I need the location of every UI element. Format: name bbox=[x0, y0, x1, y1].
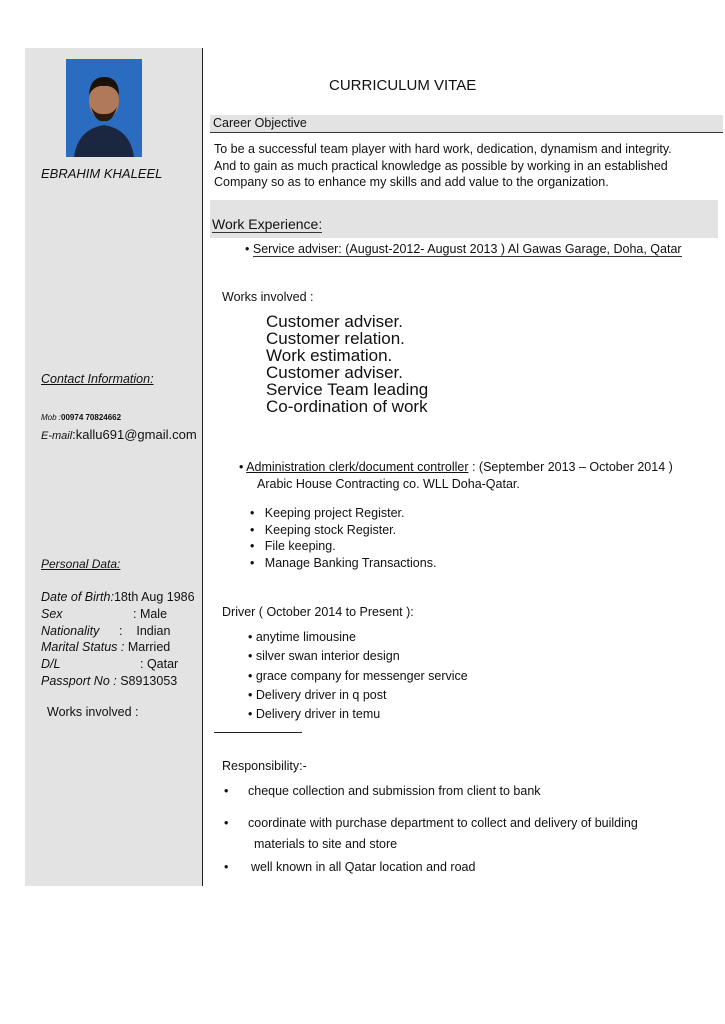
personal-row: Date of Birth:18th Aug 1986 bbox=[41, 590, 195, 604]
personal-data bbox=[41, 589, 195, 690]
duty: Work estimation. bbox=[266, 346, 393, 365]
duty: Customer relation. bbox=[266, 329, 405, 348]
candidate-name: EBRAHIM KHALEEL bbox=[41, 166, 163, 181]
divider bbox=[202, 48, 203, 886]
mobile-value: 00974 70824662 bbox=[61, 413, 122, 422]
duty: • File keeping. bbox=[250, 539, 336, 554]
duty: • Keeping project Register. bbox=[250, 506, 405, 520]
profile-photo bbox=[66, 59, 142, 157]
responsibility: • cheque collection and submission from client to bank bbox=[224, 784, 541, 798]
duty: Service Team leading bbox=[266, 380, 429, 399]
email bbox=[41, 427, 197, 442]
page-title: CURRICULUM VITAE bbox=[329, 77, 477, 94]
duty: • Delivery driver in q post bbox=[248, 687, 387, 702]
job-1-duties bbox=[266, 313, 428, 415]
personal-row: Marital Status : Married bbox=[41, 640, 171, 655]
mobile-label: Mob : bbox=[41, 413, 62, 422]
job-2-duties bbox=[250, 505, 436, 572]
duty: • anytime limousine bbox=[248, 630, 356, 644]
job-2-dates: : (September 2013 – October 2014 ) bbox=[468, 460, 673, 474]
job-2-title: Administration clerk/document controller bbox=[246, 460, 469, 474]
contact-heading: Contact Information: bbox=[41, 372, 154, 386]
duty: Customer adviser. bbox=[266, 363, 403, 382]
sidebar-works-involved: Works involved : bbox=[47, 705, 139, 719]
work-heading: Work Experience: bbox=[212, 216, 323, 232]
personal-heading: Personal Data: bbox=[41, 557, 121, 571]
duty: • silver swan interior design bbox=[248, 649, 400, 664]
mobile bbox=[41, 413, 121, 422]
personal-row: Sex : Male bbox=[41, 606, 168, 621]
separator-line bbox=[214, 732, 302, 733]
personal-row: Passport No : S8913053 bbox=[41, 673, 178, 688]
duty: Customer adviser. bbox=[266, 312, 403, 331]
job-3-title: Driver ( October 2014 to Present ): bbox=[222, 605, 414, 619]
email-value[interactable]: :kallu691@gmail.com bbox=[72, 427, 197, 442]
duty: • Delivery driver in temu bbox=[248, 707, 381, 722]
duty: Co-ordination of work bbox=[266, 397, 428, 416]
responsibility: • well known in all Qatar location and road bbox=[224, 860, 476, 874]
personal-row: Nationality : Indian bbox=[41, 623, 171, 638]
career-heading: Career Objective bbox=[213, 116, 307, 130]
responsibility-heading: Responsibility:- bbox=[222, 759, 307, 773]
works-involved-label: Works involved : bbox=[222, 290, 314, 304]
job-3-duties bbox=[248, 628, 468, 724]
job-2: • Administration clerk/document controller : (September 2013 – October 2014 ) Arabic House Contracting co. WLL Doha-Qatar. bbox=[239, 460, 673, 491]
duty: • Keeping stock Register. bbox=[250, 522, 397, 537]
responsibility: • coordinate with purchase department to collect and delivery of building materials to site and store bbox=[224, 816, 638, 851]
duty: • grace company for messenger service bbox=[248, 668, 468, 683]
job-2-company: Arabic House Contracting co. WLL Doha-Qatar. bbox=[257, 477, 520, 491]
career-objective: To be a successful team player with hard work, dedication, dynamism and integrity. And to gain as much practical knowledge as possible by working in an established Company so as to enhance my skills and add value to the organization. bbox=[214, 142, 672, 189]
email-label: E-mail bbox=[41, 430, 73, 442]
personal-row: D/L : Qatar bbox=[41, 657, 179, 672]
job-1: • Service adviser: (August-2012- August 2013 ) Al Gawas Garage, Doha, Qatar bbox=[245, 242, 682, 256]
duty: • Manage Banking Transactions. bbox=[250, 556, 437, 571]
